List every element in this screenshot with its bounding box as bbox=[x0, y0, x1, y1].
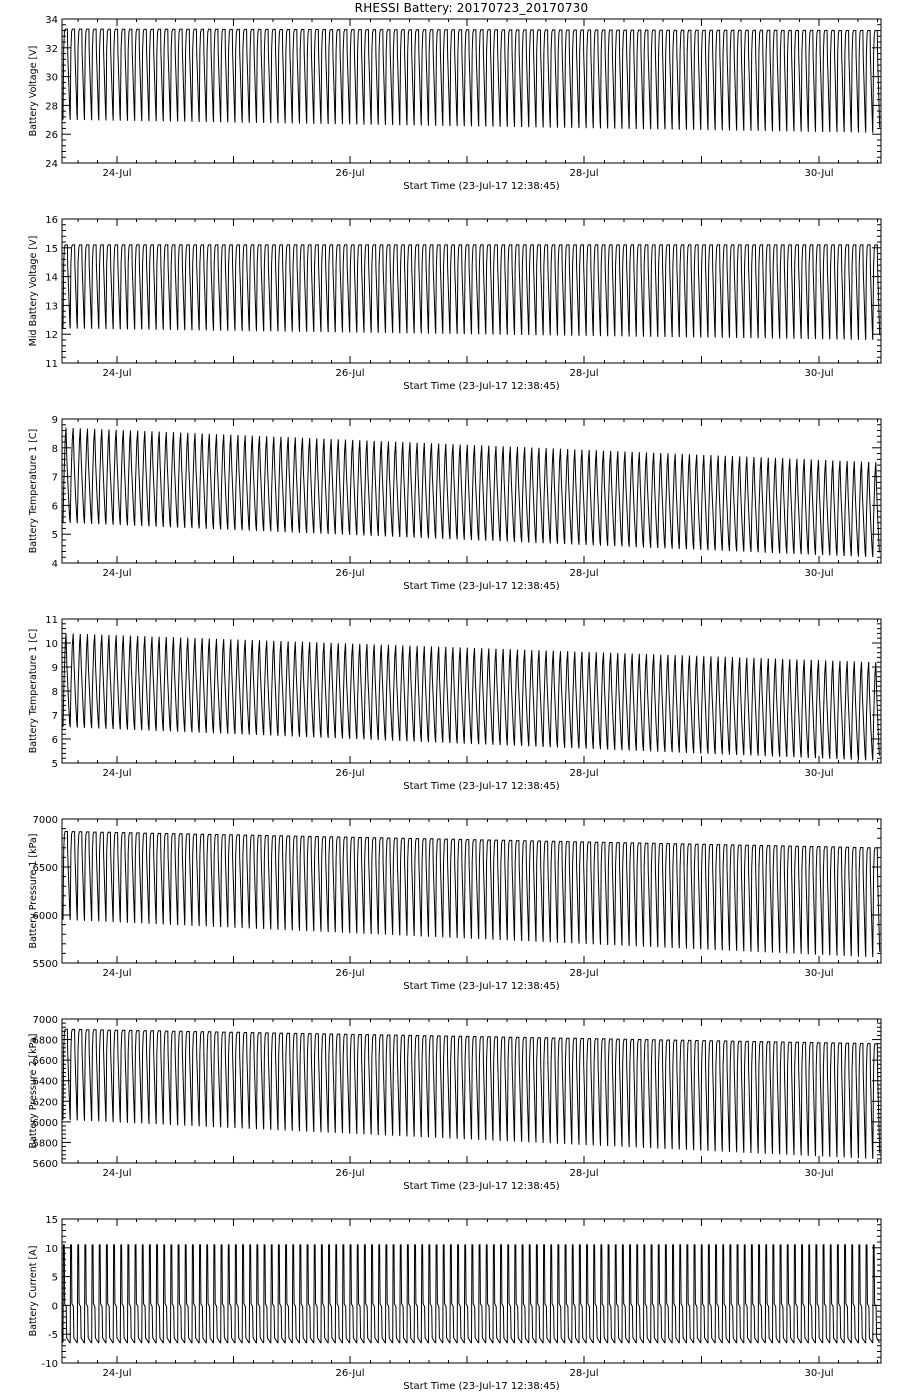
y-tick-label: 10 bbox=[45, 1243, 58, 1255]
x-tick-label: 28-Jul bbox=[569, 968, 599, 979]
y-tick-label: 5800 bbox=[32, 1138, 58, 1150]
data-trace bbox=[63, 245, 880, 340]
x-axis-label: Start Time (23-Jul-17 12:38:45) bbox=[403, 581, 560, 592]
x-axis-label: Start Time (23-Jul-17 12:38:45) bbox=[403, 181, 560, 192]
x-tick-label: 28-Jul bbox=[569, 768, 599, 779]
x-tick-label: 24-Jul bbox=[102, 768, 132, 779]
y-tick-label: 32 bbox=[45, 43, 58, 55]
y-tick-label: -5 bbox=[48, 1330, 58, 1342]
y-axis-label: Mid Battery Voltage [V] bbox=[28, 235, 39, 347]
y-tick-label: 5 bbox=[51, 1272, 58, 1284]
y-tick-label: 13 bbox=[45, 301, 58, 313]
y-tick-label: -10 bbox=[41, 1359, 58, 1370]
y-tick-label: 6600 bbox=[32, 1056, 58, 1068]
x-axis-label: Start Time (23-Jul-17 12:38:45) bbox=[403, 981, 560, 992]
x-tick-label: 24-Jul bbox=[102, 1368, 132, 1379]
y-tick-label: 9 bbox=[51, 415, 58, 426]
y-tick-label: 12 bbox=[45, 330, 58, 342]
y-tick-label: 11 bbox=[45, 615, 58, 626]
y-tick-label: 15 bbox=[45, 1215, 58, 1226]
y-tick-label: 9 bbox=[51, 663, 58, 674]
y-axis-label: Battery Pressure 1 [kPa] bbox=[28, 833, 39, 949]
y-tick-label: 15 bbox=[45, 243, 58, 255]
y-axis-label: Battery Pressure 2 [kPa] bbox=[28, 1033, 39, 1149]
x-tick-label: 24-Jul bbox=[102, 1168, 132, 1179]
x-tick-label: 26-Jul bbox=[335, 1168, 365, 1179]
data-trace bbox=[63, 832, 880, 958]
y-tick-label: 7000 bbox=[32, 1015, 58, 1026]
y-tick-label: 10 bbox=[45, 639, 58, 650]
data-trace bbox=[63, 1029, 880, 1159]
x-tick-label: 26-Jul bbox=[335, 768, 365, 779]
x-tick-label: 24-Jul bbox=[102, 368, 132, 379]
y-tick-label: 5600 bbox=[32, 1159, 58, 1170]
y-tick-label: 6800 bbox=[32, 1035, 58, 1047]
x-axis-label: Start Time (23-Jul-17 12:38:45) bbox=[403, 1181, 560, 1192]
data-trace bbox=[63, 29, 880, 133]
y-tick-label: 5 bbox=[51, 530, 58, 542]
x-tick-label: 30-Jul bbox=[804, 1168, 834, 1179]
y-tick-label: 7000 bbox=[32, 815, 58, 826]
x-tick-label: 26-Jul bbox=[335, 1368, 365, 1379]
y-tick-label: 6400 bbox=[32, 1076, 58, 1088]
x-tick-label: 30-Jul bbox=[804, 568, 834, 579]
x-tick-label: 30-Jul bbox=[804, 168, 834, 179]
y-tick-label: 6 bbox=[51, 735, 58, 746]
y-tick-label: 26 bbox=[45, 130, 58, 142]
x-axis-label: Start Time (23-Jul-17 12:38:45) bbox=[403, 1381, 560, 1392]
x-tick-label: 28-Jul bbox=[569, 1168, 599, 1179]
x-tick-label: 28-Jul bbox=[569, 568, 599, 579]
x-tick-label: 30-Jul bbox=[804, 1368, 834, 1379]
x-tick-label: 26-Jul bbox=[335, 368, 365, 379]
x-tick-label: 28-Jul bbox=[569, 168, 599, 179]
x-tick-label: 30-Jul bbox=[804, 368, 834, 379]
y-tick-label: 6000 bbox=[32, 1117, 58, 1129]
x-tick-label: 30-Jul bbox=[804, 968, 834, 979]
x-tick-label: 24-Jul bbox=[102, 168, 132, 179]
data-trace bbox=[63, 1245, 880, 1343]
y-axis-label: Battery Temperature 1 [C] bbox=[28, 428, 39, 554]
x-tick-label: 24-Jul bbox=[102, 568, 132, 579]
y-axis-label: Battery Temperature 1 [C] bbox=[28, 628, 39, 754]
y-tick-label: 7 bbox=[51, 711, 58, 722]
y-axis-label: Battery Voltage [V] bbox=[28, 45, 39, 137]
x-axis-label: Start Time (23-Jul-17 12:38:45) bbox=[403, 781, 560, 792]
y-tick-label: 30 bbox=[45, 72, 58, 84]
data-trace bbox=[63, 633, 879, 760]
x-tick-label: 28-Jul bbox=[569, 1368, 599, 1379]
x-tick-label: 24-Jul bbox=[102, 968, 132, 979]
y-tick-label: 6200 bbox=[32, 1097, 58, 1109]
y-tick-label: 5 bbox=[51, 759, 58, 770]
y-tick-label: 11 bbox=[45, 359, 58, 370]
y-tick-label: 6 bbox=[51, 501, 58, 513]
y-tick-label: 6500 bbox=[32, 863, 58, 874]
y-tick-label: 7 bbox=[51, 472, 58, 484]
y-tick-label: 14 bbox=[45, 272, 58, 284]
figure-title: RHESSI Battery: 20170723_20170730 bbox=[354, 1, 589, 15]
y-tick-label: 34 bbox=[45, 15, 58, 26]
y-tick-label: 8 bbox=[51, 443, 58, 455]
y-tick-label: 5500 bbox=[32, 959, 58, 970]
y-tick-label: 4 bbox=[51, 559, 58, 570]
x-tick-label: 28-Jul bbox=[569, 368, 599, 379]
y-tick-label: 28 bbox=[45, 101, 58, 113]
x-tick-label: 26-Jul bbox=[335, 568, 365, 579]
y-tick-label: 0 bbox=[51, 1301, 58, 1313]
y-tick-label: 8 bbox=[51, 687, 58, 698]
data-trace bbox=[63, 428, 879, 558]
x-tick-label: 26-Jul bbox=[335, 968, 365, 979]
y-tick-label: 16 bbox=[45, 215, 58, 226]
y-tick-label: 6000 bbox=[32, 911, 58, 922]
x-axis-label: Start Time (23-Jul-17 12:38:45) bbox=[403, 381, 560, 392]
y-axis-label: Battery Current [A] bbox=[28, 1245, 39, 1337]
x-tick-label: 30-Jul bbox=[804, 768, 834, 779]
y-tick-label: 24 bbox=[45, 159, 58, 170]
x-tick-label: 26-Jul bbox=[335, 168, 365, 179]
